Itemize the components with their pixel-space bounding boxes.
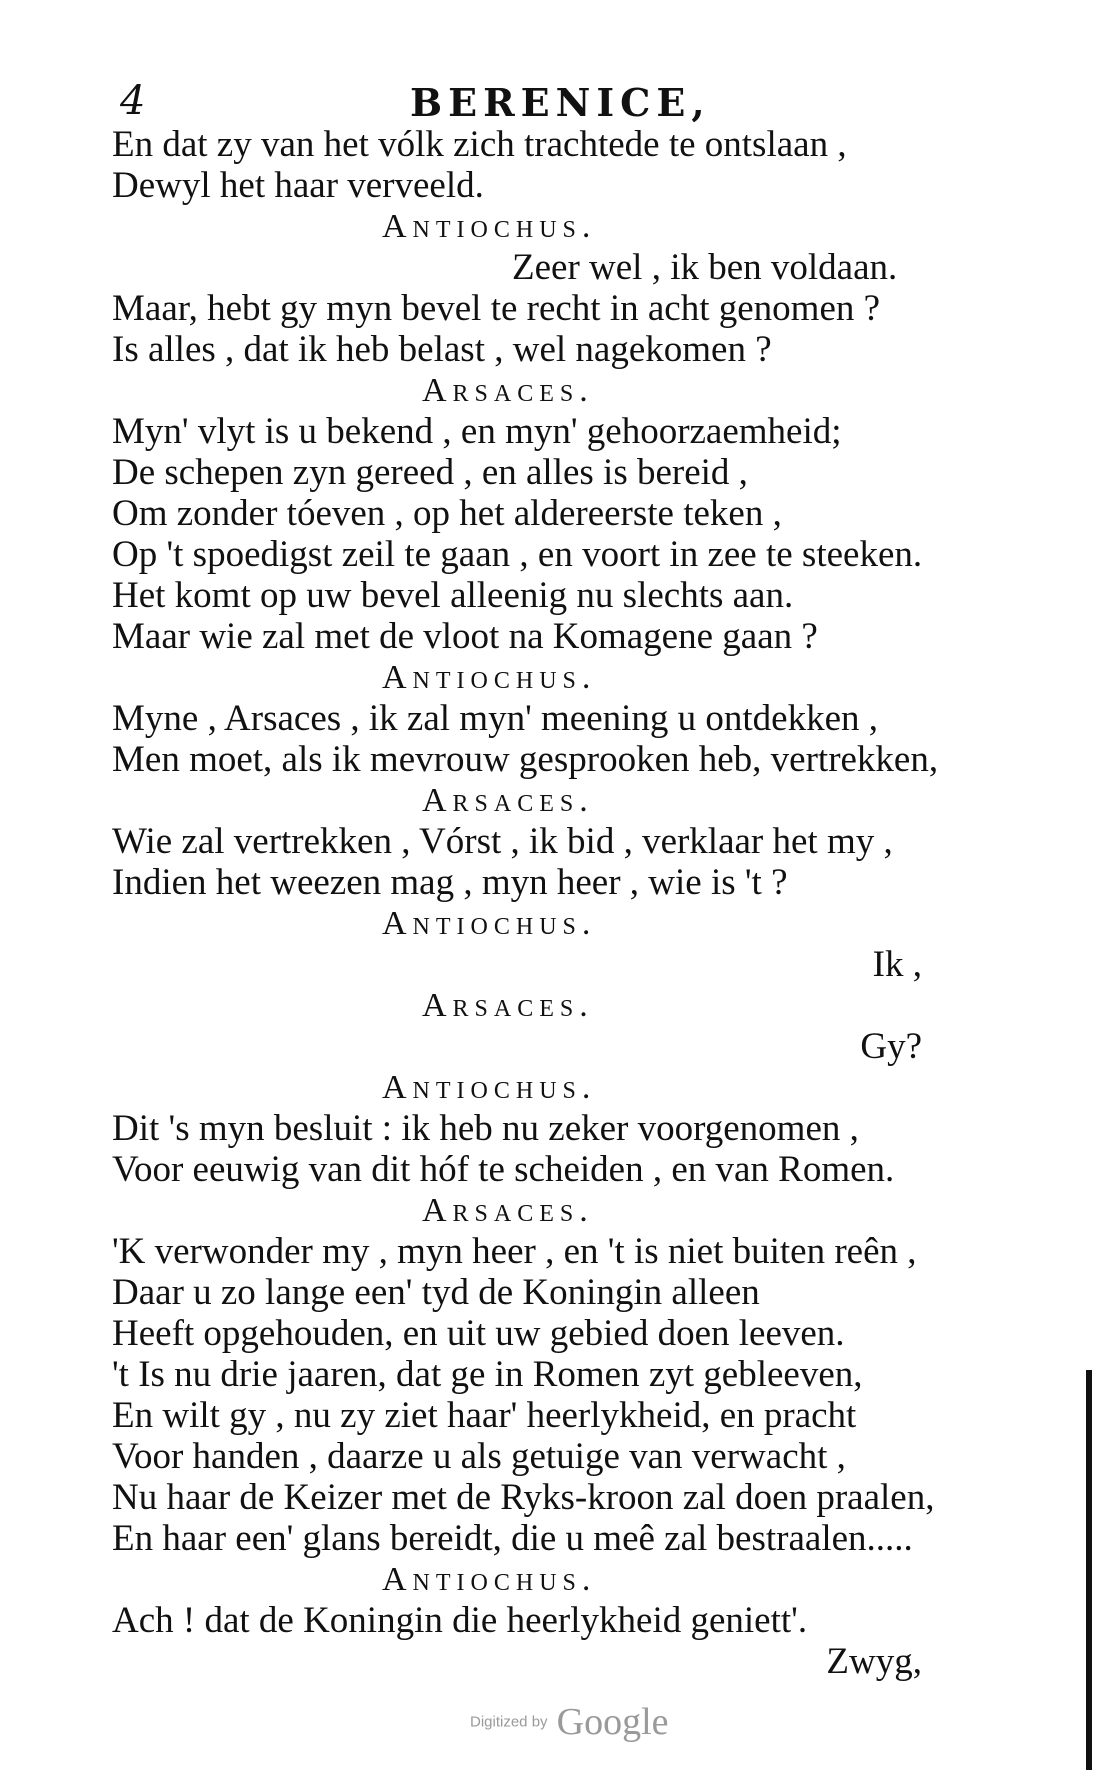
- speaker-name: Arsaces.: [422, 372, 594, 409]
- verse-line: Dit 's myn besluit : ik heb nu zeker voorgenomen ,: [112, 1108, 859, 1149]
- page-edge-shadow: [1086, 1370, 1092, 1770]
- watermark-digitized-by: Digitized by: [470, 1713, 548, 1731]
- speaker-name: Antiochus.: [382, 1069, 597, 1106]
- verse-line: Indien het weezen mag , myn heer , wie is 't ?: [112, 862, 788, 903]
- verse-line: De schepen zyn gereed , en alles is bereid ,: [112, 452, 748, 493]
- verse-line: Myn' vlyt is u bekend , en myn' gehoorzaemheid;: [112, 411, 842, 452]
- verse-line: Maar wie zal met de vloot na Komagene gaan ?: [112, 616, 818, 657]
- speaker-name: Antiochus.: [382, 905, 597, 942]
- verse-line: Om zonder tóeven , op het aldereerste teken ,: [112, 493, 782, 534]
- verse-line: Zeer wel , ik ben voldaan.: [512, 247, 898, 288]
- page-number: 4: [120, 78, 146, 124]
- speaker-name: Antiochus.: [382, 1561, 597, 1598]
- verse-line-fragment: Gy?: [860, 1026, 922, 1067]
- verse-line: Wie zal vertrekken , Vórst , ik bid , verklaar het my ,: [112, 821, 893, 862]
- verse-line: Daar u zo lange een' tyd de Koningin alleen: [112, 1272, 760, 1313]
- verse-line: Ach ! dat de Koningin die heerlykheid geniett'.: [112, 1600, 808, 1641]
- verse-line-fragment: Ik ,: [872, 944, 922, 985]
- verse-line: Dewyl het haar verveeld.: [112, 165, 484, 206]
- verse-line: Het komt op uw bevel alleenig nu slechts aan.: [112, 575, 794, 616]
- verse-line: Op 't spoedigst zeil te gaan , en voort in zee te steeken.: [112, 534, 923, 575]
- verse-line: Is alles , dat ik heb belast , wel nagekomen ?: [112, 329, 772, 370]
- verse-line: Voor handen , daarze u als getuige van verwacht ,: [112, 1436, 846, 1477]
- verse-line-fragment: Zwyg,: [826, 1641, 922, 1682]
- verse-line: 'K verwonder my , myn heer , en 't is niet buiten reên ,: [112, 1231, 917, 1272]
- verse-line: 't Is nu drie jaaren, dat ge in Romen zyt gebleeven,: [112, 1354, 863, 1395]
- watermark-google-logo: Google: [556, 1701, 669, 1743]
- verse-line: Voor eeuwig van dit hóf te scheiden , en van Romen.: [112, 1149, 895, 1190]
- verse-line: Heeft opgehouden, en uit uw gebied doen leeven.: [112, 1313, 845, 1354]
- play-text: [112, 124, 1072, 1682]
- verse-line: Myne , Arsaces , ik zal myn' meening u ontdekken ,: [112, 698, 879, 739]
- verse-line: Maar, hebt gy myn bevel te recht in acht genomen ?: [112, 288, 881, 329]
- verse-line: En haar een' glans bereidt, die u meê zal bestraalen.....: [112, 1518, 913, 1559]
- verse-line: En dat zy van het vólk zich trachtede te ontslaan ,: [112, 124, 847, 165]
- speaker-name: Arsaces.: [422, 1192, 594, 1229]
- page-header: [120, 78, 800, 128]
- speaker-name: Arsaces.: [422, 987, 594, 1024]
- running-title: BERENICE,: [410, 80, 711, 125]
- verse-line: Nu haar de Keizer met de Ryks-kroon zal doen praalen,: [112, 1477, 935, 1518]
- verse-line: En wilt gy , nu zy ziet haar' heerlykheid, en pracht: [112, 1395, 857, 1436]
- digitization-watermark: [470, 1700, 669, 1744]
- verse-line: Men moet, als ik mevrouw gesprooken heb, vertrekken,: [112, 739, 939, 780]
- speaker-name: Antiochus.: [382, 208, 597, 245]
- speaker-name: Antiochus.: [382, 659, 597, 696]
- speaker-name: Arsaces.: [422, 782, 594, 819]
